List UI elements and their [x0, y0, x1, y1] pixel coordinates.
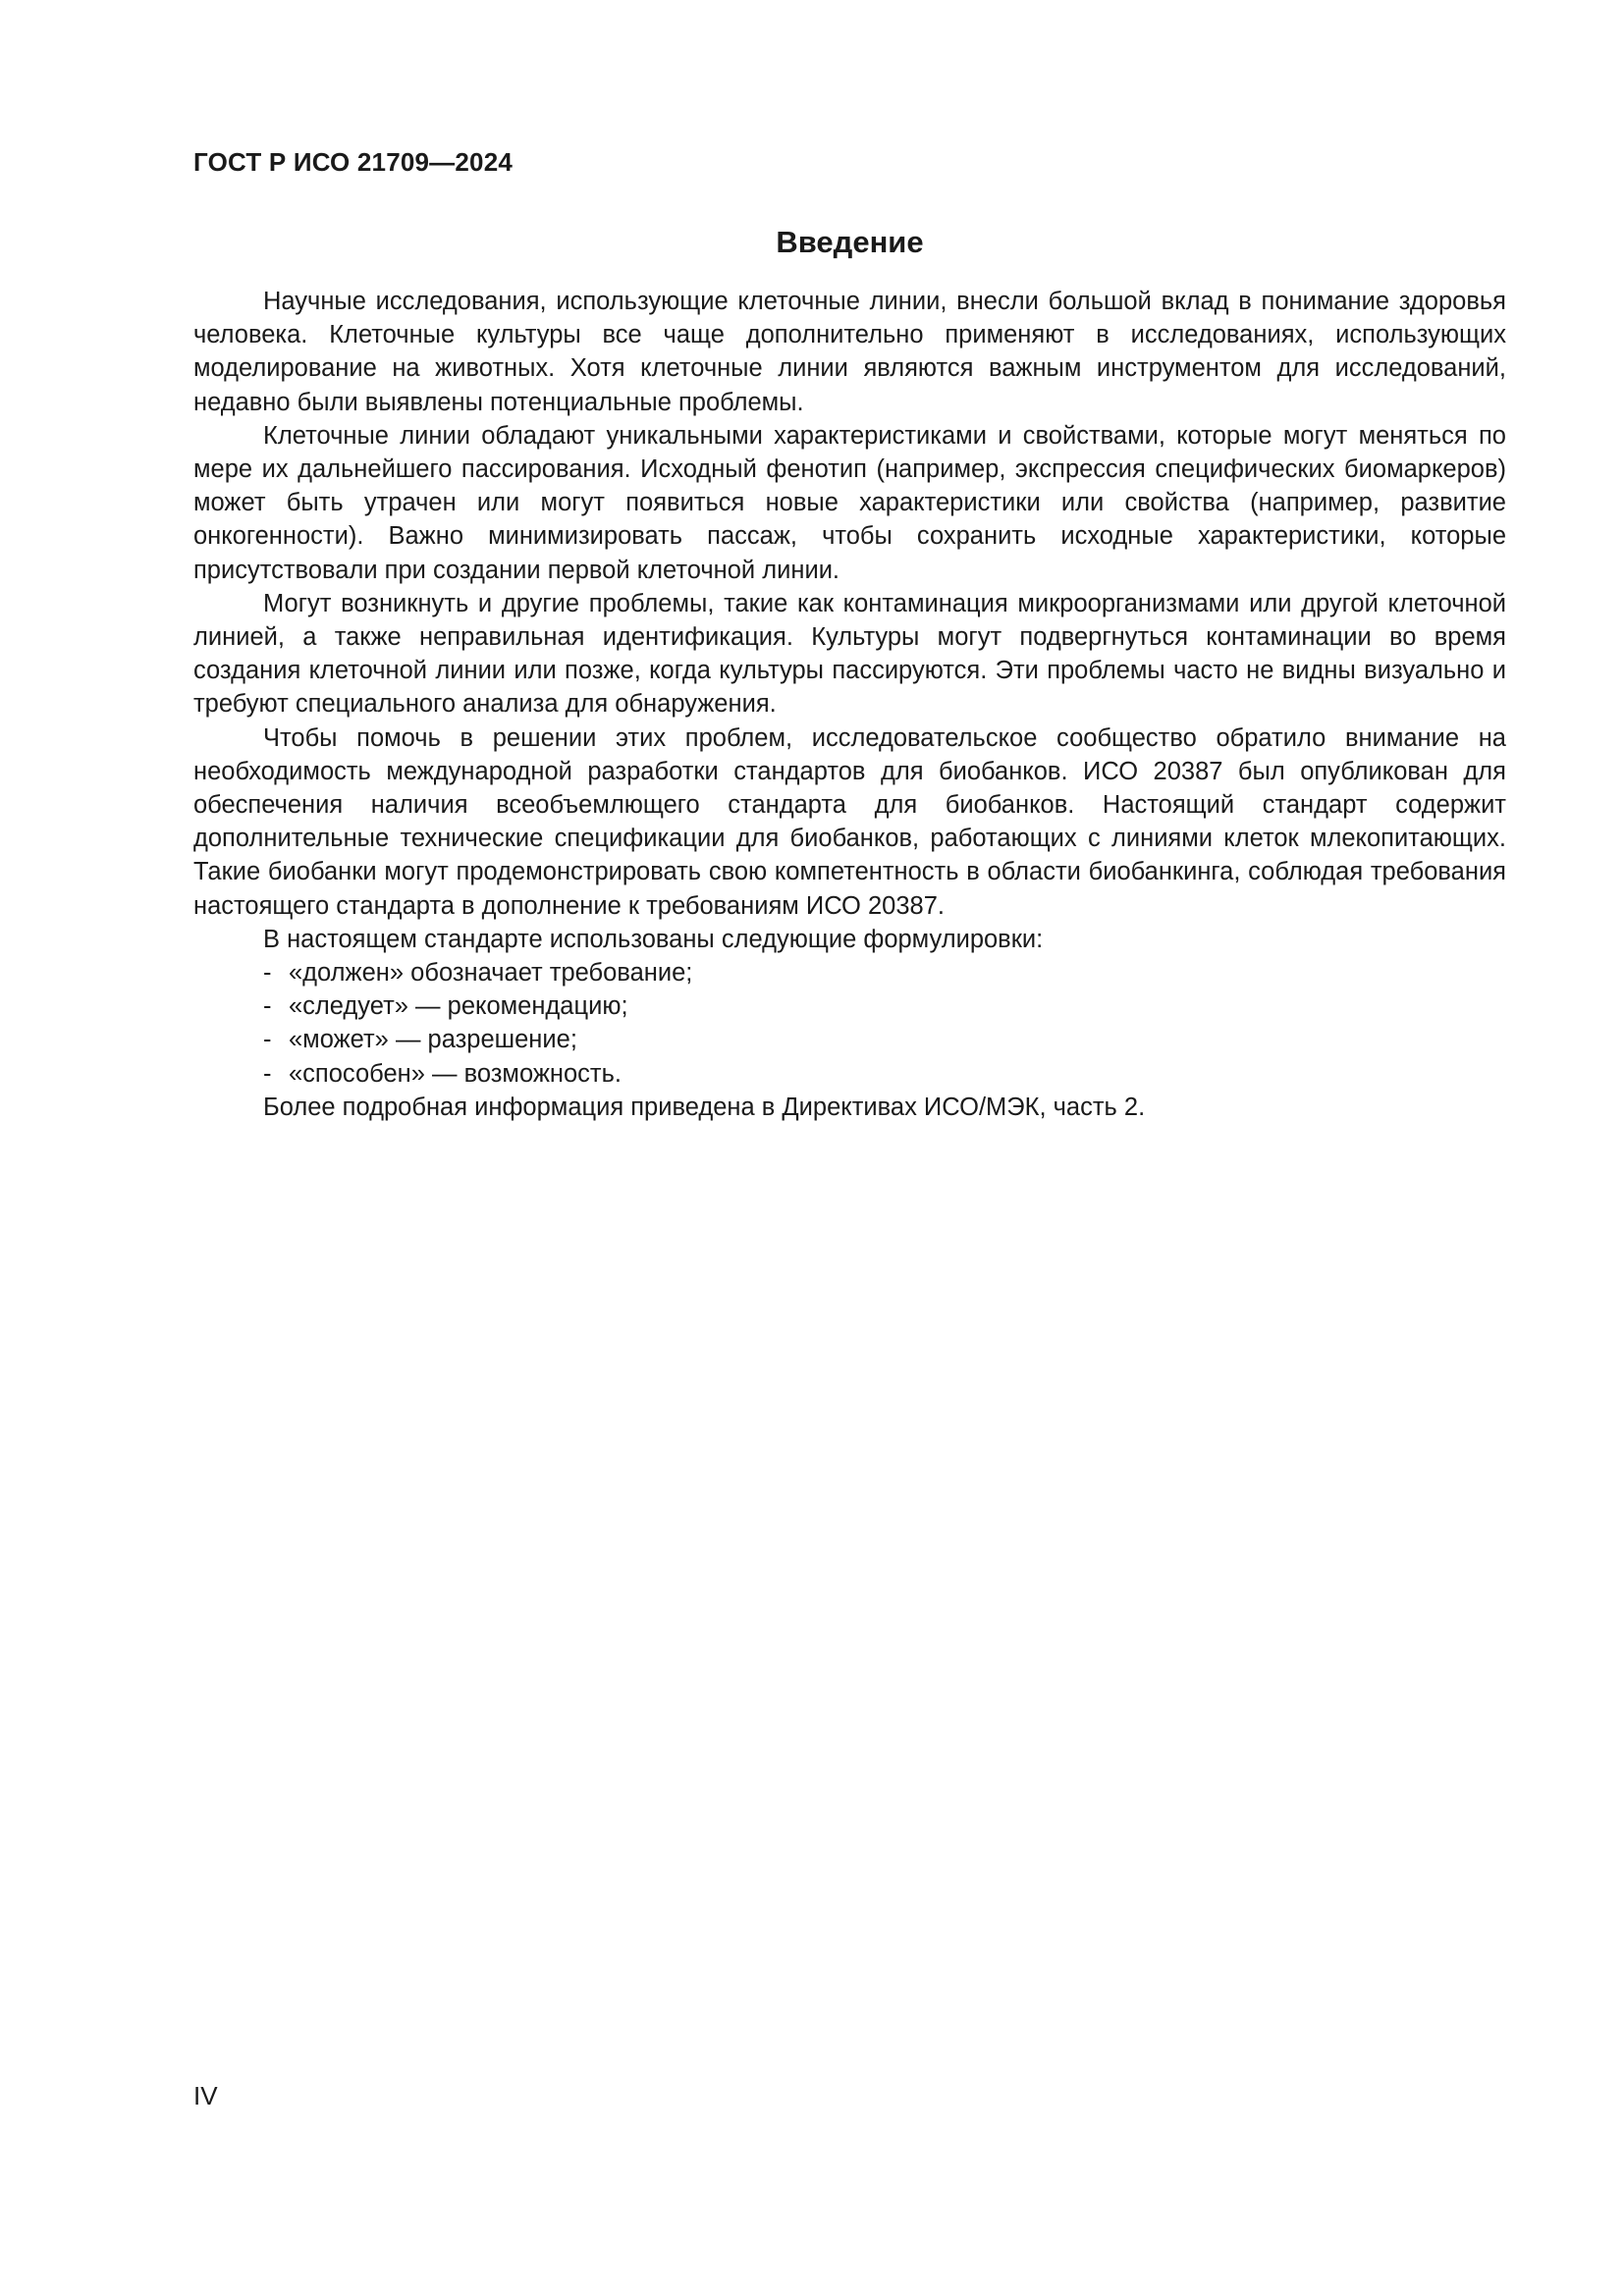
- paragraph: Клеточные линии обладают уникальными характеристиками и свойствами, которые могут меняться по мере их дальнейшего пассирования. Исходный фенотип (например, экспрессия специфических биомаркеров) может быть утрачен или могут появиться новые характеристики или свойства (например, развитие онкогенности). Важно минимизировать пассаж, чтобы сохранить исходные характеристики, которые присутствовали при создании первой клеточной линии.: [193, 421, 1506, 584]
- list-item: [193, 1057, 1506, 1091]
- paragraph: В настоящем стандарте использованы следующие формулировки:: [263, 925, 1044, 953]
- list-item-text: «способен» — возможность.: [289, 1059, 622, 1088]
- closing-paragraph: Более подробная информация приведена в Директивах ИСО/МЭК, часть 2.: [263, 1093, 1146, 1121]
- list-marker: -: [263, 992, 272, 1021]
- paragraph: Могут возникнуть и другие проблемы, такие как контаминация микроорганизмами или другой клеточной линией, а также неправильная идентификация. Культуры могут подвергнуться контаминации во время создания клеточной линии или позже, когда культуры пассируются. Эти проблемы часто не видны визуально и требуют специального анализа для обнаружения.: [193, 589, 1506, 719]
- list-item-text: «следует» — рекомендацию;: [289, 992, 628, 1021]
- document-code-header: ГОСТ Р ИСО 21709—2024: [193, 147, 514, 177]
- list-item-text: «может» — разрешение;: [289, 1026, 577, 1054]
- paragraph: Чтобы помочь в решении этих проблем, исследовательское сообщество обратило внимание на необходимость международной разработки стандартов для биобанков. ИСО 20387 был опубликован для обеспечения наличия всеобъемлющего стандарта для биобанков. Настоящий стандарт содержит дополнительные технические спецификации для биобанков, работающих с линиями клеток млекопитающих. Такие биобанки могут продемонстрировать свою компетентность в области биобанкинга, соблюдая требования настоящего стандарта в дополнение к требованиям ИСО 20387.: [193, 723, 1506, 920]
- list-item-text: «должен» обозначает требование;: [289, 959, 693, 988]
- list-item: [193, 1023, 1506, 1056]
- list-marker: -: [263, 959, 272, 988]
- paragraph: Научные исследования, использующие клеточные линии, внесли большой вклад в понимание здоровья человека. Клеточные культуры все чаще дополнительно применяют в исследованиях, использующих моделирование на животных. Хотя клеточные линии являются важным инструментом для исследований, недавно были выявлены потенциальные проблемы.: [193, 288, 1506, 416]
- list-item: [193, 989, 1506, 1023]
- list-item: [193, 956, 1506, 989]
- body-text: [193, 285, 1506, 1124]
- list-marker: -: [263, 1059, 272, 1088]
- page-number: IV: [193, 2081, 218, 2110]
- list-marker: -: [263, 1026, 272, 1054]
- section-title: Введение: [776, 225, 924, 259]
